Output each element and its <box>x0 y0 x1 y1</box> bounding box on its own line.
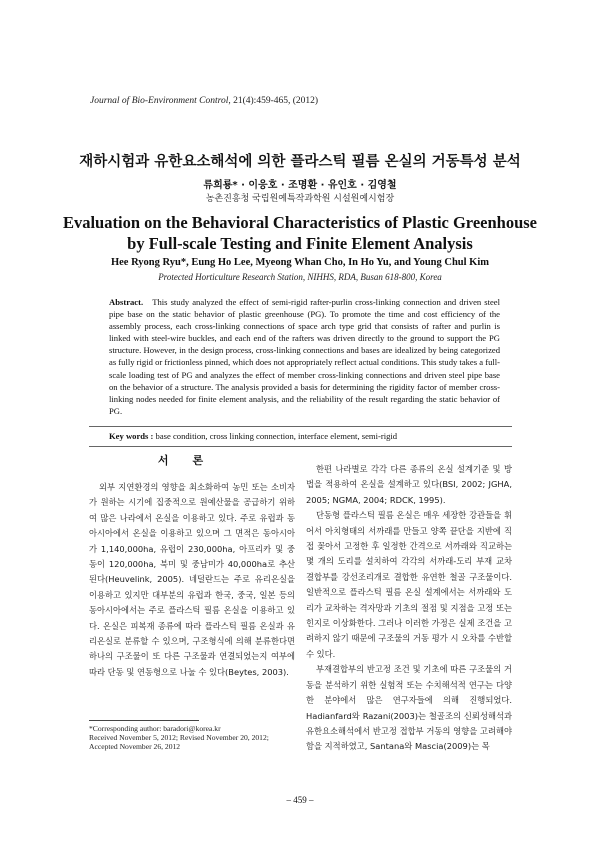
section-title-introduction: 서론 <box>157 454 228 467</box>
keywords-top-rule <box>89 426 512 427</box>
body-paragraph: 한편 나라별로 각각 다른 종류의 온실 설계기준 및 방법을 적용하여 온실을 설계하고 있다(BSI, 2002; JGHA, 2005; NGMA, 2004; RDCK, 1995). <box>306 464 512 505</box>
journal-header <box>90 96 318 106</box>
footnote-accepted: Accepted November 26, 2012 <box>89 742 181 752</box>
english-affiliation: Protected Horticulture Research Station, NIHHS, RDA, Busan 618-800, Korea <box>158 272 442 282</box>
body-paragraph: 단동형 플라스틱 필름 온실은 매우 세장한 강관들을 휘어서 아치형태의 서까래를 만들고 양쪽 끝단을 지반에 직접 꽂아서 고정한 후 일정한 간격으로 서까래와 직교하는 몇 개의 도리를 설치하여 각각의 서까래-도리 부재 교차 결합부를 강선조리개로 결합한 유연한 철골 구조물이다. 일반적으로 플라스틱 필름 온실 설계에서는 서까래와 도리가 교차하는 격자망과 기초의 절점 및 지점을 고정 또는 힌지로 이상화한다. 그러나 이러한 가정은 실제 조건을 고려하지 않기 때문에 구조물의 거동 평가 시 오차를 수반할 수 있다. <box>306 510 512 659</box>
keywords-bottom-rule <box>89 446 512 447</box>
abstract-text: This study analyzed the effect of semi-rigid rafter-purlin cross-linking connection and driven steel pipe base on the static behavior of plastic greenhouse (PG). To promote the time and cost efficiency of the assembly process, each cross-linking connections of space arch type grid that consists of rafter and purlin is linked with steel-wire buckles, and each end of the rafters was driven directly to the ground to support the PG structure. However, in the design process, cross-linking connections and bases are idealized by being categorized as fully rigid or frictionless pinned, which does not appropriately reflect actual conditions. This study takes a full-scale loading test of PG and analyzes the effect of member cross-linking connections and driven steel pipe base on the behavior of a structure. The analysis provided a basis for determining the rigidity factor of member cross-linking nodes needed for finite element analysis, and the reliability of the result regarding the static behavior of PG. <box>109 297 500 416</box>
footnote-corresponding-author: *Corresponding author: baradori@korea.kr <box>89 724 221 733</box>
keywords <box>109 431 509 441</box>
journal-volume: , 21(4):459-465, (2012) <box>228 96 319 106</box>
journal-name: Journal of Bio-Environment Control <box>90 96 229 106</box>
korean-authors: 류희룡* · 이응호 · 조명환 · 유인호 · 김영철 <box>203 180 397 191</box>
body-paragraph: 부재결합부의 반고정 조건 및 기초에 따른 구조물의 거동을 분석하기 위한 실험적 또는 수치해석적 연구는 다양한 분야에서 많은 연구자들에 의해 진행되었다. Hadianfard와 Razani(2003)는 철골조의 신뢰성해석과 유한요소해석에서 반고정 접합부 거동의 영향을 고려해야 함을 지적하였고, Santana와 Mascia(2009)는 목 <box>306 664 512 752</box>
footnote-received: Received November 5, 2012; Revised November 20, 2012; <box>89 733 269 743</box>
page-number: – 459 – <box>286 795 314 805</box>
footnote-rule <box>89 720 199 721</box>
keywords-label: Key words : <box>109 431 154 441</box>
abstract <box>109 296 500 417</box>
keywords-text: base condition, cross linking connection, interface element, semi-rigid <box>153 431 398 441</box>
body-column-left: 외부 지연환경의 영향을 최소화하여 농민 또는 소비자가 원하는 시기에 집중적으로 원예산물을 공급하기 위하여 많은 나라에서 온실을 이용하고 있다. 주로 유럽과 동아시아에서 온실을 이용하고 있으며 그 면적은 동아시아가 1,140,000ha, 유럽이 230,000ha, 아프리카 및 중동이 120,000ha, 북미 및 중남미가 40,000ha로 추산된다(Heuvelink, 2005). 네덜란드는 주로 유리온실을 이용하고 있지만 대부분의 유럽과 한국, 중국, 일본 등의 동아시아에서는 주로 플라스틱 필름 온실을 이용하고 있다. 온실은 피복재 종류에 따라 플라스틱 필름 온실과 유리온실로 분류할 수 있으며, 구조형식에 의해 분류한다면 하나의 구조물이 또 다른 구조물과 연결되었는지 여부에 따라 단동 및 연동형으로 나눌 수 있다(Beytes, 2003). <box>89 482 295 677</box>
korean-title: 재하시험과 유한요소해석에 의한 플라스틱 필름 온실의 거동특성 분석 <box>79 154 521 170</box>
english-title: Evaluation on the Behavioral Characteristics of Plastic Greenhouse by Full-scale Testing and Finite Element Analysis <box>62 213 538 253</box>
english-authors: Hee Ryong Ryu*, Eung Ho Lee, Myeong Whan Cho, In Ho Yu, and Young Chul Kim <box>110 257 490 268</box>
footnote <box>89 724 299 752</box>
body-column-right <box>306 462 512 755</box>
abstract-label: Abstract. <box>109 297 144 307</box>
korean-affiliation: 농촌진흥청 국립원예특작과학원 시설원예시험장 <box>205 194 395 204</box>
